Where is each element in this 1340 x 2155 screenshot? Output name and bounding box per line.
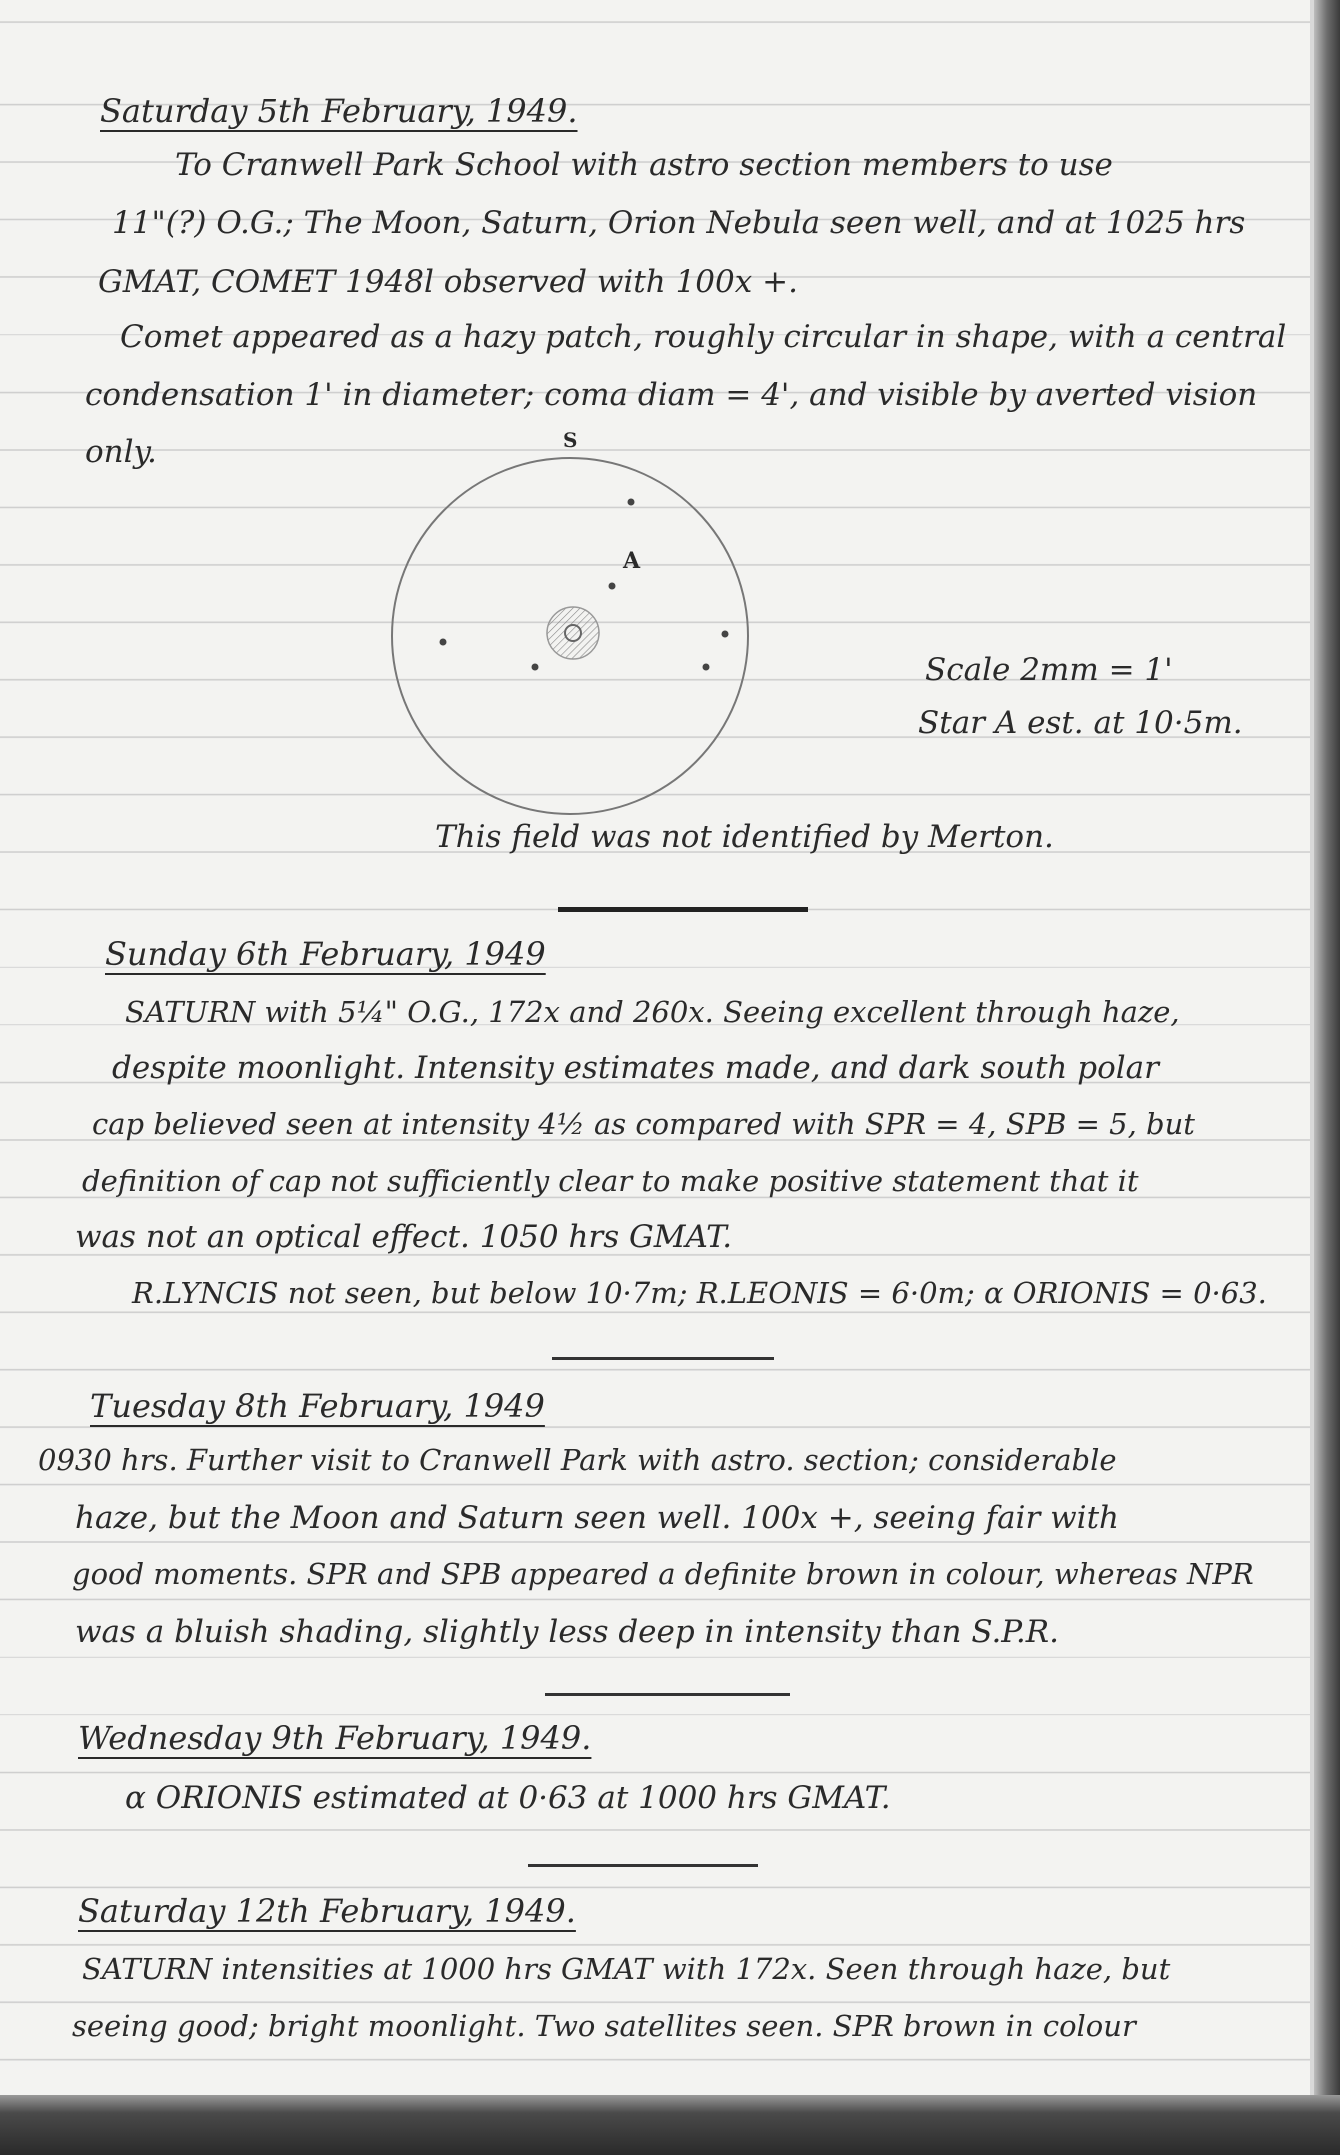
star-dot — [532, 664, 539, 671]
entry-heading-tuesday-8th: Tuesday 8th February, 1949 — [90, 1387, 545, 1425]
entry-line: despite moonlight. Intensity estimates made, and dark south polar — [112, 1050, 1159, 1086]
section-divider — [545, 1693, 790, 1696]
comet-coma — [547, 607, 599, 659]
entry-line: only. — [85, 434, 157, 470]
entry-line: 11"(?) O.G.; The Moon, Saturn, Orion Nebula seen well, and at 1025 hrs — [112, 205, 1246, 241]
compass-south-label: S — [563, 428, 578, 452]
scale-note: Scale 2mm = 1' — [925, 652, 1173, 688]
star-dot — [722, 631, 729, 638]
entry-line: SATURN intensities at 1000 hrs GMAT with 172x. Seen through haze, but — [82, 1952, 1171, 1986]
entry-heading-sunday-6th: Sunday 6th February, 1949 — [105, 935, 546, 973]
entry-heading-wednesday-9th: Wednesday 9th February, 1949. — [78, 1719, 592, 1757]
section-divider — [558, 907, 808, 912]
entry-line: SATURN with 5¼" O.G., 172x and 260x. Seeing excellent through haze, — [125, 995, 1180, 1029]
sketch-caption: This field was not identified by Merton. — [435, 819, 1054, 855]
entry-line: good moments. SPR and SPB appeared a definite brown in colour, whereas NPR — [72, 1557, 1254, 1591]
star-a-label: A — [623, 548, 641, 574]
star-dot — [628, 499, 635, 506]
entry-line: definition of cap not sufficiently clear to make positive statement that it — [82, 1164, 1139, 1198]
entry-line: 0930 hrs. Further visit to Cranwell Park with astro. section; considerable — [38, 1443, 1117, 1477]
star-dot — [440, 639, 447, 646]
entry-line: To Cranwell Park School with astro section members to use — [175, 147, 1113, 183]
telescope-field-sketch — [380, 440, 760, 820]
entry-line: R.LYNCIS not seen, but below 10·7m; R.LEONIS = 6·0m; α ORIONIS = 0·63. — [132, 1276, 1267, 1310]
book-edge — [1314, 0, 1340, 2155]
entry-line: cap believed seen at intensity 4½ as compared with SPR = 4, SPB = 5, but — [92, 1107, 1195, 1141]
section-divider — [528, 1864, 758, 1867]
entry-heading-saturday-12th: Saturday 12th February, 1949. — [78, 1892, 576, 1930]
page-bottom-edge — [0, 2095, 1340, 2155]
star-a-estimate-note: Star A est. at 10·5m. — [918, 705, 1243, 741]
entry-line: was not an optical effect. 1050 hrs GMAT. — [75, 1219, 733, 1255]
entry-heading-saturday-5th: Saturday 5th February, 1949. — [100, 92, 578, 130]
entry-line: was a bluish shading, slightly less deep in intensity than S.P.R. — [75, 1614, 1059, 1650]
entry-line: α ORIONIS estimated at 0·63 at 1000 hrs GMAT. — [125, 1780, 891, 1816]
entry-line: seeing good; bright moonlight. Two satellites seen. SPR brown in colour — [72, 2009, 1136, 2043]
entry-line: haze, but the Moon and Saturn seen well. 100x +, seeing fair with — [75, 1500, 1120, 1536]
entry-line: Comet appeared as a hazy patch, roughly circular in shape, with a central — [120, 319, 1287, 355]
entry-line: condensation 1' in diameter; coma diam = 4', and visible by averted vision — [85, 377, 1258, 413]
star-dot — [703, 664, 710, 671]
section-divider — [552, 1357, 774, 1360]
entry-line: GMAT, COMET 1948l observed with 100x +. — [98, 264, 798, 300]
star-a-dot — [609, 583, 616, 590]
